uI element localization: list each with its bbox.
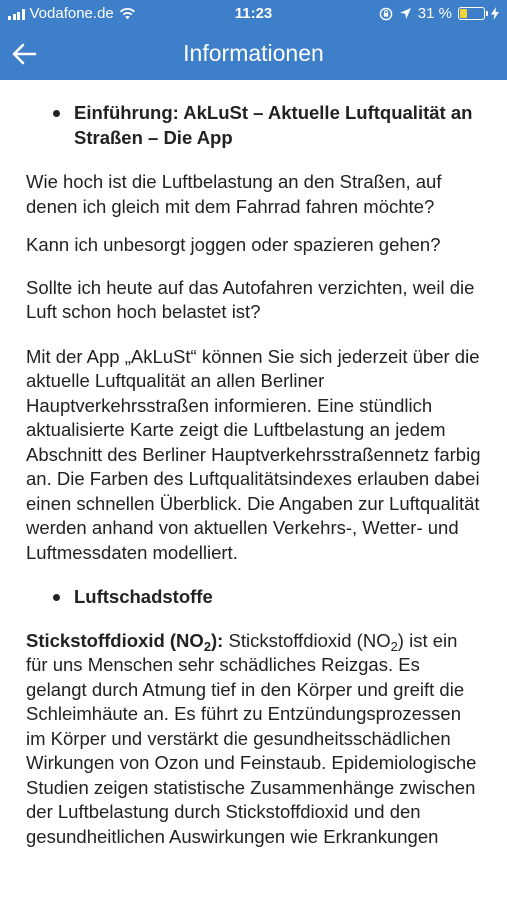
- charging-bolt-icon: [491, 7, 499, 20]
- carrier-label: Vodafone.de: [29, 5, 114, 22]
- battery-percent: 31 %: [417, 5, 452, 22]
- location-arrow-icon: [399, 7, 412, 20]
- section-heading-pollutants: Luftschadstoffe: [26, 585, 481, 610]
- section-heading-intro: Einführung: AkLuSt – Aktuelle Luftqualität an Straßen – Die App: [26, 101, 481, 150]
- status-time: 11:23: [234, 5, 273, 22]
- no2-text-b: ) ist ein für uns Menschen sehr schädliches Reizgas. Es gelangt durch Atmung tief in den Körper und greift die Schleimhäute an. Es führt zu Entzündungsprozessen im Körper und verstärkt die gesundheitsschädlichen Wirkungen von Ozon und Feinstaub. Epidemiologische Studien zeigen statistische Zusammenhänge zwischen der Luftbelastung durch Stickstoffdioxid und den gesundheitlichen Auswirkungen wie Erkrankungen: [26, 629, 477, 847]
- no2-text-sub: 2: [390, 638, 398, 654]
- battery-icon: [458, 7, 485, 20]
- rotation-lock-icon: [379, 7, 393, 21]
- intro-question-driving: Sollte ich heute auf das Autofahren verzichten, weil die Luft schon hoch belastet ist?: [26, 276, 475, 322]
- status-right-group: [379, 5, 499, 22]
- no2-term: Stickstoffdioxid $(NO_2)$:: [26, 629, 224, 654]
- navigation-bar: [0, 28, 507, 80]
- battery-fill: [460, 9, 467, 18]
- status-bar: [0, 0, 507, 28]
- page-title: Informationen: [183, 40, 324, 66]
- no2-text-a: Stickstoffdioxid (NO: [223, 629, 391, 651]
- intro-question-cycling: Wie hoch ist die Luftbelastung an den Straßen, auf denen ich gleich mit dem Fahrrad fahren möchte?: [26, 171, 442, 217]
- intro-description: Mit der App „AkLuSt“ können Sie sich jederzeit über die aktuelle Luftqualität an allen Berliner Hauptverkehrsstraßen informieren. Eine stündlich aktualisierte Karte zeigt die Luftbelastung an jedem Abschnitt des Berliner Hauptverkehrsstraßennetz farbig an. Die Farben des Luftqualitätsindexes erlauben dabei einen schnellen Überblick. Die Angaben zur Luftqualität werden anhand von aktuellen Verkehrs-, Wetter- und Luftmessdaten modelliert.: [26, 345, 481, 563]
- intro-question-jogging: Kann ich unbesorgt joggen oder spazieren gehen?: [26, 234, 441, 255]
- info-content[interactable]: [0, 80, 507, 900]
- no2-paragraph: [26, 629, 481, 850]
